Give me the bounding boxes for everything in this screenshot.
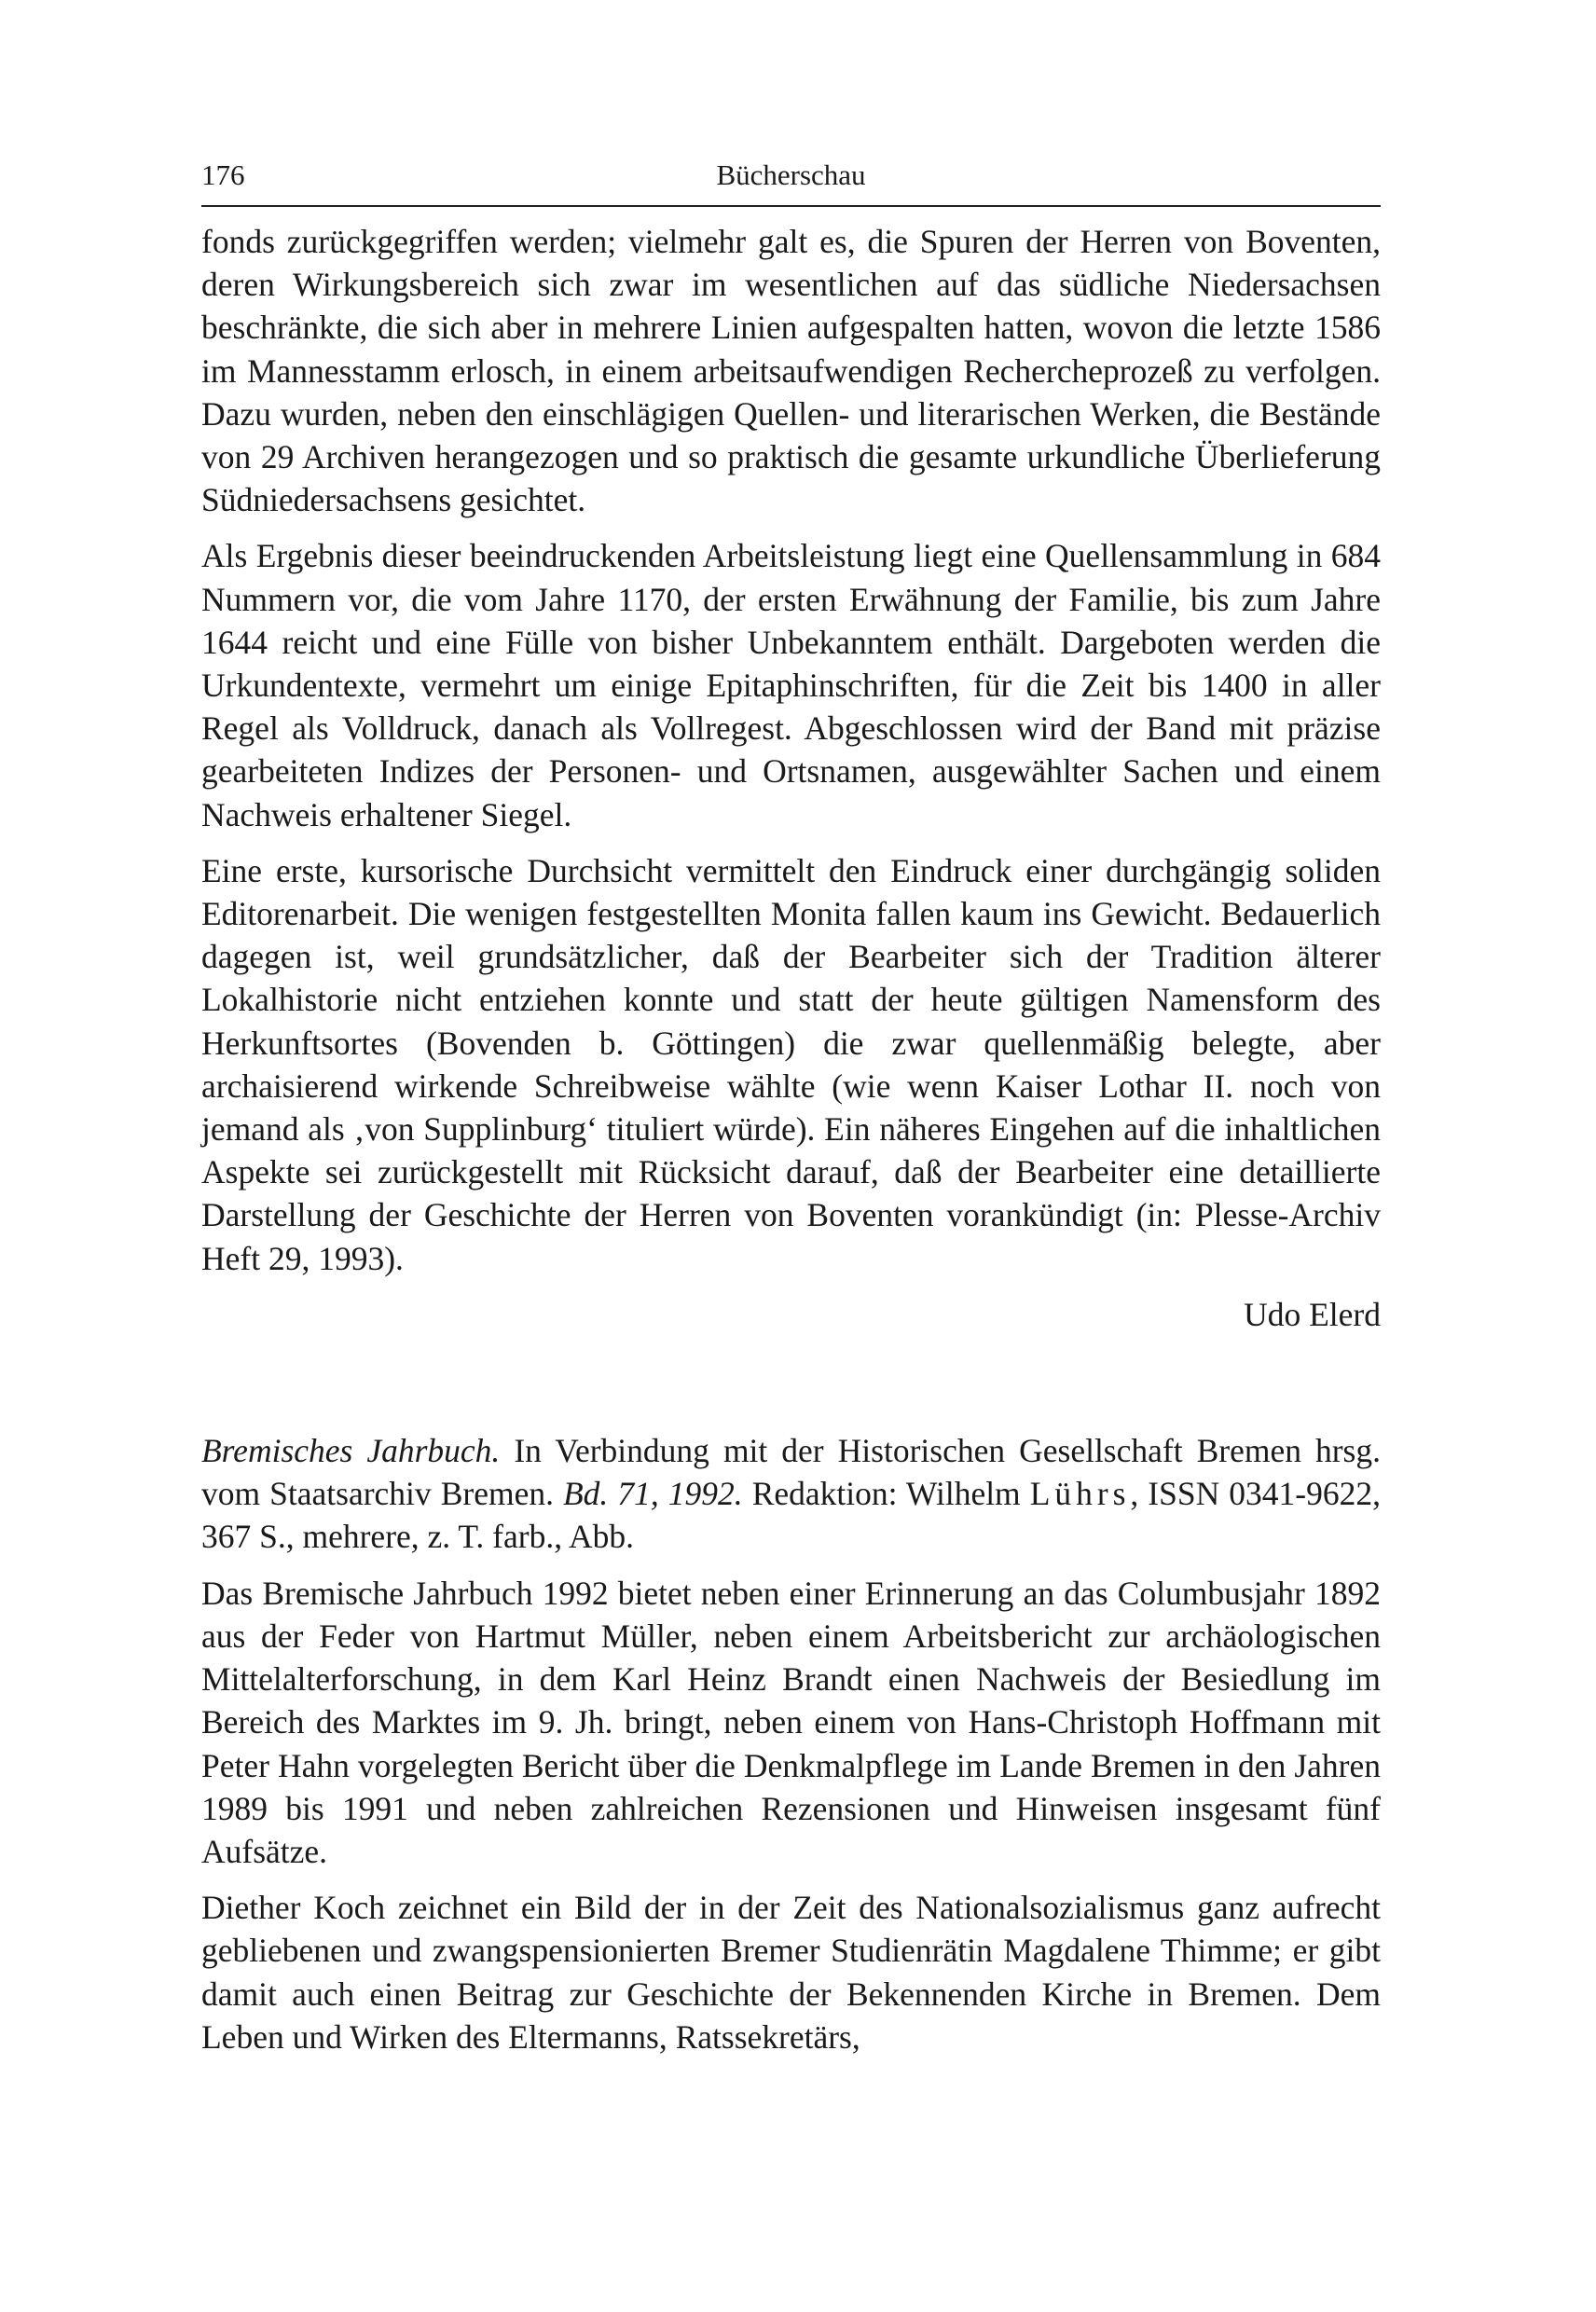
review-separator [201,1336,1381,1429]
citation-text-1: In Verbindung mit der Historischen Gesellschaft Bremen hrsg. vom Staatsarchiv Bremen. [201,1432,1381,1513]
reviewer-signature: Udo Elerd [1244,1295,1381,1333]
section-title: Bücherschau [716,158,866,191]
page-number: 176 [201,158,245,191]
citation-text-2: Redaktion: Wilhelm [742,1475,1030,1513]
review2-paragraph-2: Diether Koch zeichnet ein Bild der in der Zeit des Nationalsozialismus ganz aufrecht gebliebenen und zwangspensionierten Bremer Studienrätin Magdalene Thimme; er gibt damit auch einen Beitrag zur Geschichte der Bekennenden Kirche in Bremen. Dem Leben und Wirken des Eltermanns, Ratssekretärs, [201,1889,1381,2056]
citation-volume: Bd. 71, 1992. [563,1475,743,1513]
review1-paragraph-3: Eine erste, kursorische Durchsicht vermittelt den Eindruck einer durchgängig soliden Editorenarbeit. Die wenigen festgestellten Monita fallen kaum ins Gewicht. Bedauerlich dagegen ist, weil grundsätzlicher, daß der Bearbeiter sich der Tradition älterer Lokalhistorie nicht entziehen konnte und statt der heute gültigen Namensform des Herkunftsortes (Bovenden b. Göttingen) die zwar quellenmäßig belegte, aber archaisierend wirkende Schreibweise wählte (wie wenn Kaiser Lothar II. noch von jemand als ‚von Supplinburg‘ tituliert würde). Ein näheres Eingehen auf die inhaltlichen Aspekte sei zurückgestellt mit Rücksicht darauf, daß der Bearbeiter eine detaillierte Darstellung der Geschichte der Herren von Boventen vorankündigt (in: Plesse-Archiv Heft 29, 1993). [201,851,1381,1277]
review1-paragraph-1: fonds zurückgegriffen werden; vielmehr galt es, die Spuren der Herren von Boventen, deren Wirkungsbereich sich zwar im wesentlichen auf das südliche Niedersachsen beschränkte, die sich aber in mehrere Linien aufgespalten hatten, wovon die letzte 1586 im Mannesstamm erlosch, in einem arbeitsaufwendigen Rechercheprozeß zu verfolgen. Dazu wurden, neben den einschlägigen Quellen- und literarischen Werken, die Bestände von 29 Archiven herangezogen und so praktisch die gesamte urkundliche Überlieferung Südniedersachsens gesichtet. [201,223,1381,519]
citation-title: Bremisches Jahrbuch. [201,1432,501,1470]
citation-editor-surname: Lührs [1029,1475,1131,1513]
running-head [201,158,1381,207]
review2-paragraph-1: Das Bremische Jahrbuch 1992 bietet neben einer Erinnerung an das Columbusjahr 1892 aus der Feder von Hartmut Müller, neben einem Arbeitsbericht zur archäologischen Mittelalterforschung, in dem Karl Heinz Brandt einen Nachweis der Besiedlung im Bereich des Marktes im 9. Jh. bringt, neben einem von Hans-Christoph Hoffmann mit Peter Hahn vorgelegten Bericht über die Denkmalpflege im Lande Bremen in den Jahren 1989 bis 1991 und neben zahlreichen Rezensionen und Hinweisen insgesamt fünf Aufsätze. [201,1574,1381,1870]
review1-paragraph-2: Als Ergebnis dieser beeindruckenden Arbeitsleistung liegt eine Quellensammlung in 684 Nummern vor, die vom Jahre 1170, der ersten Erwähnung der Familie, bis zum Jahre 1644 reicht und eine Fülle von bisher Unbekanntem enthält. Dargeboten werden die Urkundentexte, vermehrt um einige Epitaphinschriften, für die Zeit bis 1400 in aller Regel als Volldruck, danach als Vollregest. Abgeschlossen wird der Band mit präzise gearbeiteten Indizes der Personen- und Ortsnamen, ausgewählter Sachen und einem Nachweis erhaltener Siegel. [201,537,1381,833]
body-text [201,220,1381,2058]
document-page [201,158,1381,2071]
review2-citation [201,1429,1381,1559]
citation-text-3: , ISSN 0341-9622, 367 S., mehrere, z. T. farb., Abb. [201,1475,1381,1556]
